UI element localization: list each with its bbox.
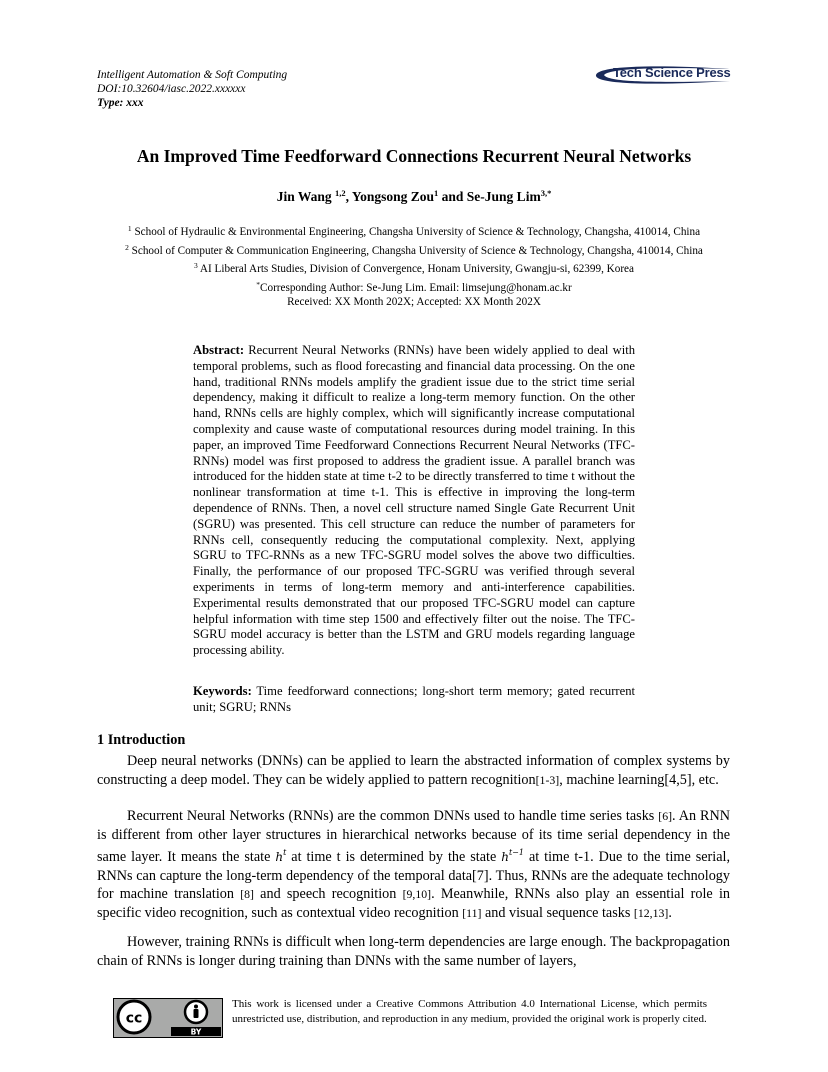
affiliation-number: 1 [127,224,132,233]
section-heading: 1 Introduction [97,732,186,748]
corresponding-mark: * [256,279,261,289]
abstract-text: Recurrent Neural Networks (RNNs) have been widely applied to deal with temporal problems, such as flood forecasting and financial data processing. On the one hand, traditional RNNs models amplify the gradient issue due to the strict time serial dependency, making it difficult to realize a long-term memory function. On the other hand, RNNs cells are highly complex, which will significantly increase computational complexity and cause waste of computational resources during model training. In this paper, an improved Time Feedforward Connections Recurrent Neural Networks (TFC-RNNs) model was first proposed to address the gradient issue. A parallel branch was introduced for the hidden state at time t-2 to be directly transferred to time t without the nonlinear transformation at time t-1. This is effective in improving the long-term dependence of RNNs. Then, a novel cell structure named Single Gate Recurrent Unit (SGRU) was presented. This cell structure can reduce the number of parameters for RNNs cell, consequently reducing the computational complexity. Next, applying SGRU to TFC-RNNs as a new TFC-SGRU model solves the above two difficulties. Finally, the performance of our proposed TFC-SGRU was verified through several experiments in terms of long-term memory and anti-interference capabilities. Experimental results demonstrated that our proposed TFC-SGRU model can capture helpful information with time step 1500 and effectively filter out the noise. The TFC-SGRU model accuracy is better than the LSTM and GRU models regarding language processing ability. [193,343,635,658]
body-paragraph [97,807,730,923]
keywords [193,684,635,716]
affiliation [0,241,828,258]
article-type: Type: xxx [97,97,144,109]
citation-link[interactable]: [12,13] [633,905,669,920]
creative-commons-icon [113,998,223,1038]
abstract-label: Abstract: [193,343,245,357]
paragraph-text: , machine learning[4,5], etc. [559,771,719,788]
affiliation-text: AI Liberal Arts Studies, Division of Convergence, Honam University, Gwangju-si, 62399, Korea [197,263,634,275]
corresponding-author [0,278,828,295]
paragraph-text: at time t is determined by the state [286,849,502,866]
paragraph-text: . An RNN is different from other layer structures in hierarchical networks because of its time serial dependency in the same layer. It means the state [97,808,730,866]
paragraph-text: and speech recognition [253,886,403,903]
keywords-label: Keywords: [193,684,252,698]
body-paragraph [97,752,730,789]
affiliation [0,222,828,239]
citation-link[interactable]: [9,10] [402,887,432,902]
corresponding-text: Corresponding Author: Se-Jung Lim. Email: limsejung@honam.ac.kr [260,281,572,294]
journal-header [97,68,287,110]
license-text: This work is licensed under a Creative Commons Attribution 4.0 International License, which permits unrestricted use, distribution, and reproduction in any medium, provided the original work is properly cited. [232,998,707,1025]
paragraph-text: Recurrent Neural Networks (RNNs) are the common DNNs used to handle time series tasks [127,808,659,824]
math-variable: h [275,850,284,865]
paragraph-text: and visual sequence tasks [481,904,634,921]
citation-link[interactable]: [11] [462,905,482,920]
math-superscript: t−1 [508,848,524,858]
citation-link[interactable]: [8] [240,887,254,902]
paragraph-text: Deep neural networks (DNNs) can be applied to learn the abstracted information of complex systems by constructing a deep model. They can be widely applied to pattern recognition [97,753,730,788]
paragraph-text: . [668,904,672,921]
paragraph-text: at time t-1. Due to the time serial, RNNs can capture the long-term dependency of the temporal data[7]. Thus, RNNs are the adequate technology for machine translation [97,849,730,903]
author-separator: , [345,189,352,204]
affiliation-text: School of Hydraulic & Environmental Engineering, Changsha University of Science & Technology, Changsha, 410014, China [131,226,701,238]
affiliation [0,259,828,276]
paragraph-text: However, training RNNs is difficult when long-term dependencies are large enough. The backpropagation chain of RNNs is longer during training than DNNs with the same number of layers, [97,934,730,969]
math-symbol [275,850,286,864]
publisher-logo [592,62,732,86]
by-text: BY [190,1027,202,1037]
keywords-text: Time feedforward connections; long-short term memory; gated recurrent unit; SGRU; RNNs [193,684,635,714]
cc-text: cc [125,1010,143,1027]
cc-by-license-badge[interactable] [113,998,223,1038]
publisher-name: Tech Science Press [613,65,731,80]
affiliation-text: School of Computer & Communication Engineering, Changsha University of Science & Technology, Changsha, 410014, China [128,244,703,257]
author-affiliation-mark: 1 [434,188,439,198]
math-variable: h [501,850,509,865]
affiliation-number: 2 [125,242,129,252]
received-dates: Received: XX Month 202X; Accepted: XX Month 202X [287,296,541,308]
author-name: Yongsong Zou [351,189,435,204]
paper-title: An Improved Time Feedforward Connections Recurrent Neural Networks [136,146,692,166]
author-affiliation-mark: 3,* [540,188,552,198]
author-affiliation-mark: 1,2 [334,188,346,198]
author-name: Se-Jung Lim [466,189,541,204]
journal-name: Intelligent Automation & Soft Computing [97,69,288,81]
abstract [193,343,635,659]
author-name: Jin Wang [276,189,332,204]
doi: DOI:10.32604/iasc.2022.xxxxxx [97,83,246,95]
paragraph-text: . Meanwhile, RNNs also play an essential role in specific video recognition, such as contextual video recognition [97,886,730,921]
citation-link[interactable]: [6] [658,809,673,823]
citation-link[interactable]: [1-3] [535,772,560,787]
author-list [0,188,828,205]
math-superscript: t [283,848,287,858]
math-symbol [501,850,524,864]
author-separator: and [438,189,467,204]
affiliation-number: 3 [194,261,198,270]
body-paragraph [97,933,730,970]
